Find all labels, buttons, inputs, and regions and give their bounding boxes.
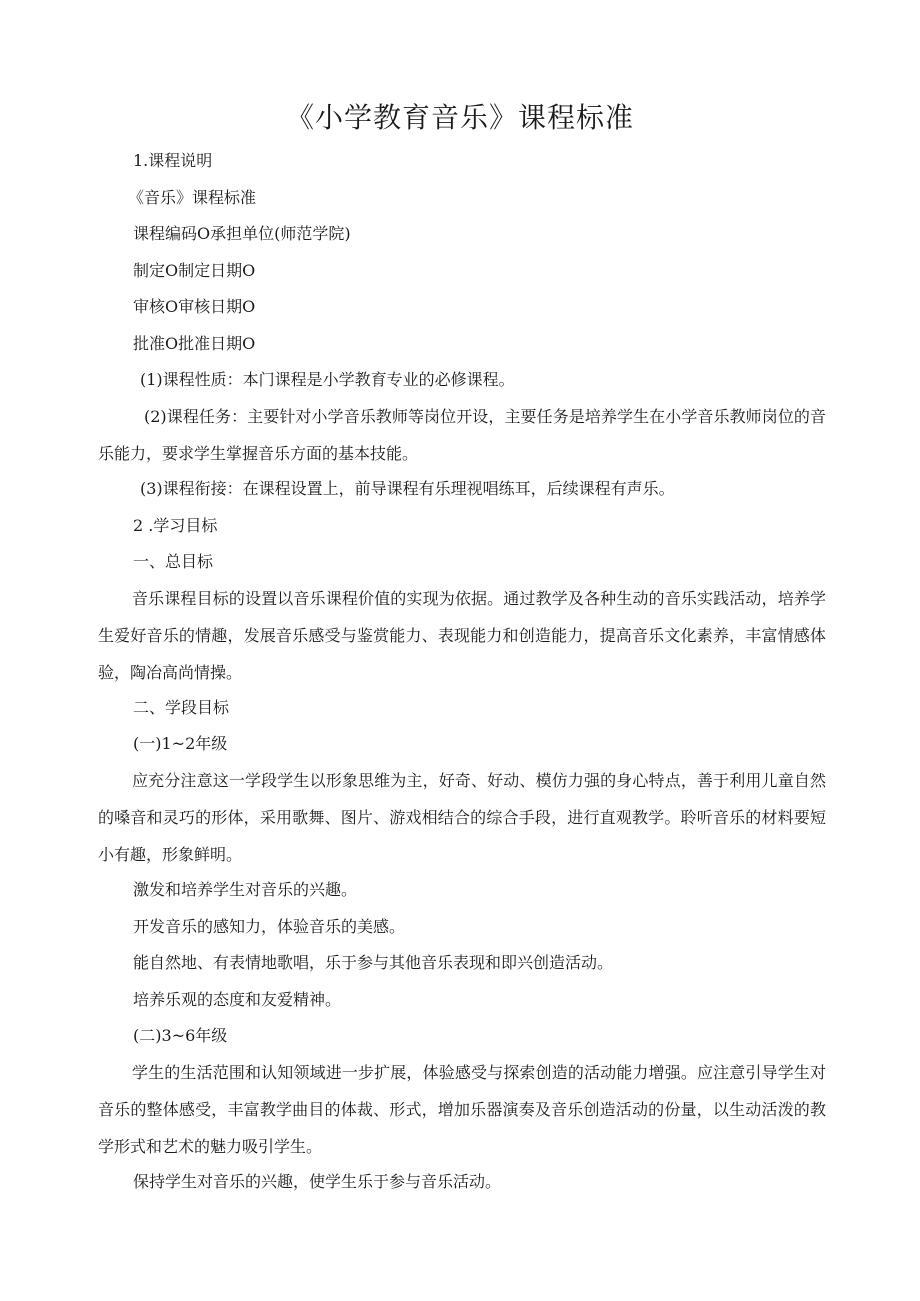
goal-perception: 开发音乐的感知力，体验音乐的美感。 — [133, 917, 406, 936]
grade-1-2-heading: (一)1~2年级 — [133, 734, 228, 753]
grade-3-6-text: 学生的生活范围和认知领域进一步扩展，体验感受与探索创造的活动能力增强。应注意引导学生对音乐的整体感受，丰富教学曲目的体裁、形式，增加乐器演奏及音乐创造活动的份量，以生动活泼的教学形式和艺术的魅力吸引学生。 — [98, 1063, 826, 1156]
goal-singing: 能自然地、有表情地歌唱，乐于参与其他音乐表现和即兴创造活动。 — [133, 953, 614, 972]
overall-goal-text: 音乐课程目标的设置以音乐课程价值的实现为依据。通过教学及各种生动的音乐实践活动，培养学生爱好音乐的情趣，发展音乐感受与鉴赏能力、表现能力和创造能力，提高音乐文化素养，丰富情感体验，陶冶高尚情操。 — [98, 589, 826, 682]
section1-heading: 1.课程说明 — [133, 151, 213, 170]
grade-1-2-text: 应充分注意这一学段学生以形象思维为主，好奇、好动、模仿力强的身心特点，善于利用儿童自然的嗓音和灵巧的形体，采用歌舞、图片、游戏相结合的综合手段，进行直观教学。聆听音乐的材料要短小有趣，形象鲜明。 — [98, 771, 826, 864]
stage-goal-heading: 二、学段目标 — [133, 698, 230, 717]
goal-attitude: 培养乐观的态度和友爱精神。 — [133, 990, 342, 1009]
course-name: 《音乐》课程标准 — [128, 188, 257, 207]
document-title: 《小学教育音乐》课程标准 — [285, 101, 634, 134]
grade-3-6-heading: (二)3~6年级 — [133, 1026, 228, 1045]
course-nature: (1)课程性质：本门课程是小学教育专业的必修课程。 — [140, 370, 515, 389]
goal-interest: 激发和培养学生对音乐的兴趣。 — [133, 880, 358, 899]
course-task: (2)课程任务：主要针对小学音乐教师等岗位开设，主要任务是培养学生在小学音乐教师岗位的音乐能力，要求学生掌握音乐方面的基本技能。 — [98, 407, 826, 463]
section2-heading: 2 .学习目标 — [133, 516, 218, 535]
goal-keep-interest: 保持学生对音乐的兴趣，使学生乐于参与音乐活动。 — [133, 1172, 502, 1191]
approve-line: 批准O批准日期O — [133, 334, 256, 353]
review-line: 审核O审核日期O — [133, 297, 256, 316]
overall-goal-heading: 一、总目标 — [133, 552, 214, 571]
course-code-line: 课程编码O承担单位(师范学院) — [133, 224, 351, 243]
formulate-line: 制定O制定日期O — [133, 261, 256, 280]
course-link: (3)课程衔接：在课程设置上，前导课程有乐理视唱练耳，后续课程有声乐。 — [140, 479, 675, 498]
